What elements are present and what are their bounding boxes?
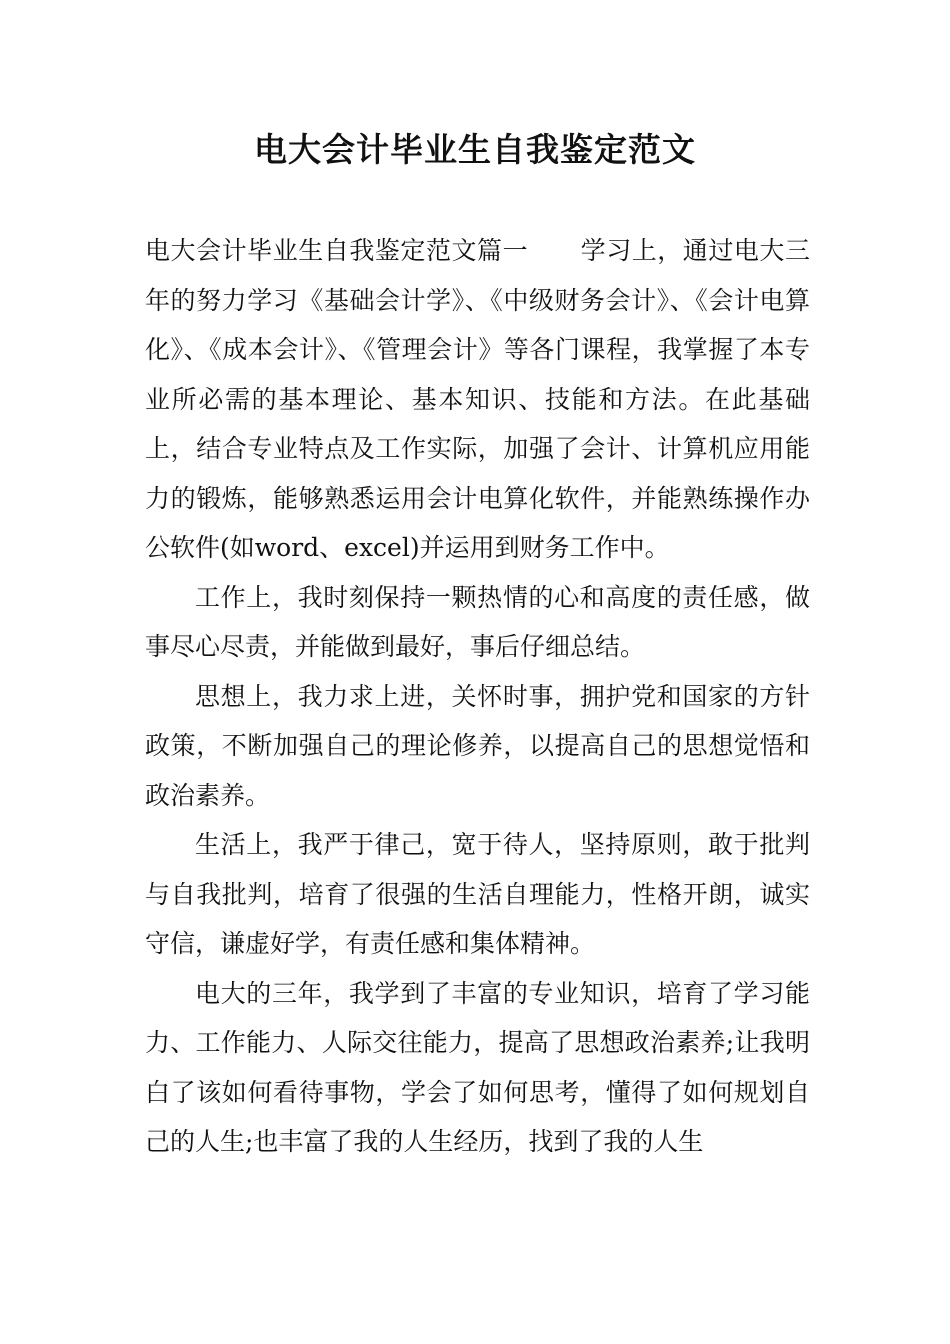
paragraph-4: 生活上，我严于律己，宽于待人，坚持原则，敢于批判与自我批判，培育了很强的生活自理能力，性格开朗，诚实守信，谦虚好学，有责任感和集体精神。 (145, 830, 810, 958)
document-body (145, 226, 810, 1167)
paragraph-3: 思想上，我力求上进，关怀时事，拥护党和国家的方针政策，不断加强自己的理论修养，以提高自己的思想觉悟和政治素养。 (145, 681, 810, 810)
paragraph-2: 工作上，我时刻保持一颗热情的心和高度的责任感，做事尽心尽责，并能做到最好，事后仔细总结。 (145, 582, 810, 661)
paragraph-1-lead: 电大会计毕业生自我鉴定范文篇一 (145, 236, 529, 265)
paragraph-1-text: 学习上，通过电大三年的努力学习《基础会计学》、《中级财务会计》、《会计电算化》、《成本会计》、《管理会计》等各门课程，我掌握了本专业所必需的基本理论、基本知识、技能和方法。在此基础上，结合专业特点及工作实际，加强了会计、计算机应用能力的锻炼，能够熟悉运用会计电算化软件，并能熟练操作办公软件(如word、excel)并运用到财务工作中。 (145, 236, 810, 562)
document-title: 电大会计毕业生自我鉴定范文 (254, 130, 696, 169)
paragraph-1 (145, 226, 810, 573)
paragraph-5: 电大的三年，我学到了丰富的专业知识，培育了学习能力、工作能力、人际交往能力，提高了思想政治素养;让我明白了该如何看待事物，学会了如何思考，懂得了如何规划自己的人生;也丰富了我的人生经历，找到了我的人生 (145, 978, 810, 1156)
